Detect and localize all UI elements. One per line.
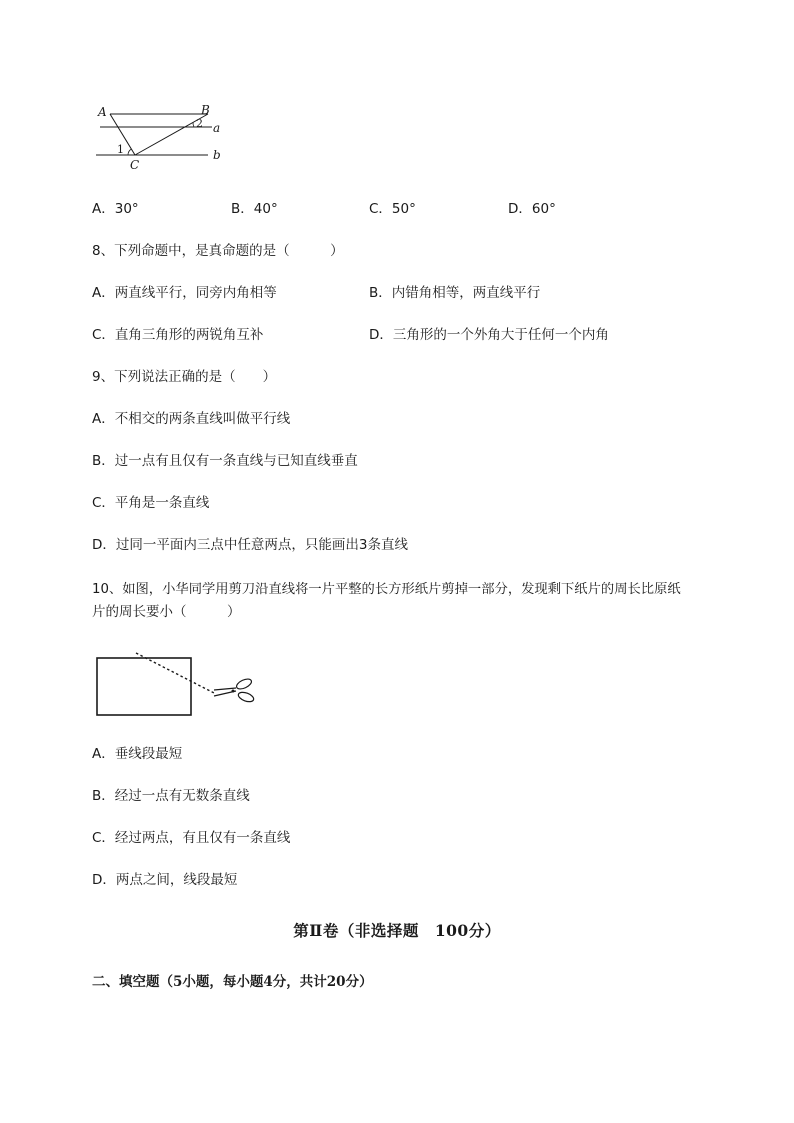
q7-option-c: C．50° — [369, 201, 416, 217]
section-2-title: 第Ⅱ卷（非选择题 100分） — [293, 921, 501, 940]
q10-option-b: B．经过一点有无数条直线 — [92, 788, 250, 804]
q10-stem-line1: 10、如图，小华同学用剪刀沿直线将一片平整的长方形纸片剪掉一部分，发现剩下纸片的周长比原纸 — [92, 582, 681, 597]
q9-option-b: B．过一点有且仅有一条直线与已知直线垂直 — [92, 453, 358, 469]
q10-option-a: A．垂线段最短 — [92, 746, 183, 762]
q10-option-d: D．两点之间，线段最短 — [92, 872, 238, 888]
q7-option-b: B．40° — [231, 201, 278, 217]
q8-option-b: B．内错角相等，两直线平行 — [369, 285, 541, 301]
paper-cut-figure — [92, 650, 262, 722]
angle-1-arc — [128, 149, 132, 155]
cut-line — [136, 653, 214, 693]
q10-stem-line2: 片的周长要小（ ） — [92, 604, 241, 620]
label-B: B — [201, 103, 210, 117]
q7-option-a: A．30° — [92, 201, 139, 217]
q8-option-c: C．直角三角形的两锐角互补 — [92, 327, 264, 343]
q8-option-d: D．三角形的一个外角大于任何一个内角 — [369, 327, 609, 343]
q9-option-c: C．平角是一条直线 — [92, 495, 210, 511]
q10-option-c: C．经过两点，有且仅有一条直线 — [92, 830, 291, 846]
label-1: 1 — [117, 143, 124, 156]
angle-2-arc — [193, 122, 194, 127]
fill-in-blank-heading: 二、填空题（5小题，每小题4分，共计20分） — [92, 974, 373, 990]
label-b: b — [213, 148, 221, 162]
q9-stem: 9、下列说法正确的是（ ） — [92, 369, 277, 385]
q7-option-d: D．60° — [508, 201, 556, 217]
label-C: C — [130, 158, 140, 172]
label-a: a — [213, 121, 221, 135]
scissors-icon — [214, 677, 255, 704]
q9-option-d: D．过同一平面内三点中任意两点，只能画出3条直线 — [92, 537, 408, 553]
parallel-lines-figure — [90, 100, 230, 175]
q9-option-a: A．不相交的两条直线叫做平行线 — [92, 411, 291, 427]
label-2: 2 — [196, 117, 203, 130]
q8-option-a: A．两直线平行，同旁内角相等 — [92, 285, 277, 301]
label-A: A — [98, 105, 107, 119]
q8-stem: 8、下列命题中，是真命题的是（ ） — [92, 243, 344, 259]
paper-rectangle — [97, 658, 191, 715]
